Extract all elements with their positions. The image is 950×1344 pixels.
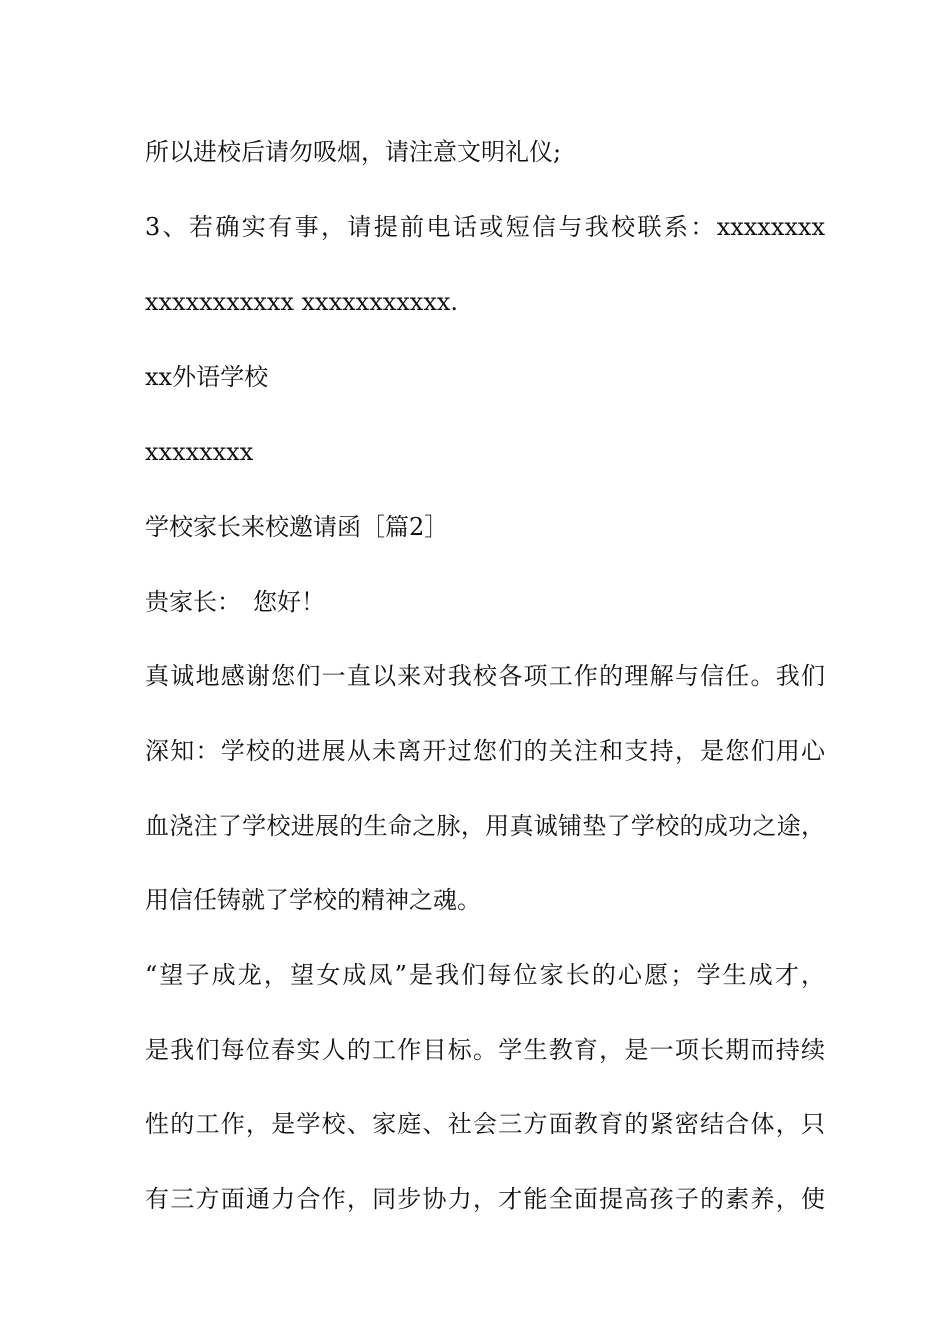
text-line-14: 性的工作，是学校、家庭、社会三方面教育的紧密结合体，只 (145, 1110, 825, 1138)
text-line-9: 深知：学校的进展从未离开过您们的关注和支持，是您们用心 (145, 737, 825, 765)
text-line-13: 是我们每位春实人的工作目标。学生教育，是一项长期而持续 (145, 1036, 825, 1064)
text-line-12: “望子成龙，望女成凤”是我们每位家长的心愿；学生成才， (145, 961, 825, 989)
date-line: xxxxxxxx (145, 438, 254, 466)
text-line-10: 血浇注了学校进展的生命之脉，用真诚铺垫了学校的成功之途， (145, 812, 825, 840)
text-line-11: 用信任铸就了学校的精神之魂。 (145, 886, 481, 914)
text-line-15: 有三方面通力合作，同步协力，才能全面提高孩子的素养，使 (145, 1185, 825, 1213)
text-line-8: 真诚地感谢您们一直以来对我校各项工作的理解与信任。我们 (145, 662, 825, 690)
text-line-2: 3、若确实有事，请提前电话或短信与我校联系：xxxxxxxx (145, 213, 825, 241)
salutation: 贵家长： 您好！ (145, 588, 325, 616)
text-line-1: 所以进校后请勿吸烟，请注意文明礼仪; (145, 138, 562, 166)
school-name: xx外语学校 (145, 363, 269, 391)
text-line-3: xxxxxxxxxxx xxxxxxxxxxx. (145, 288, 459, 316)
section-title: 学校家长来校邀请函［篇2］ (145, 513, 449, 541)
